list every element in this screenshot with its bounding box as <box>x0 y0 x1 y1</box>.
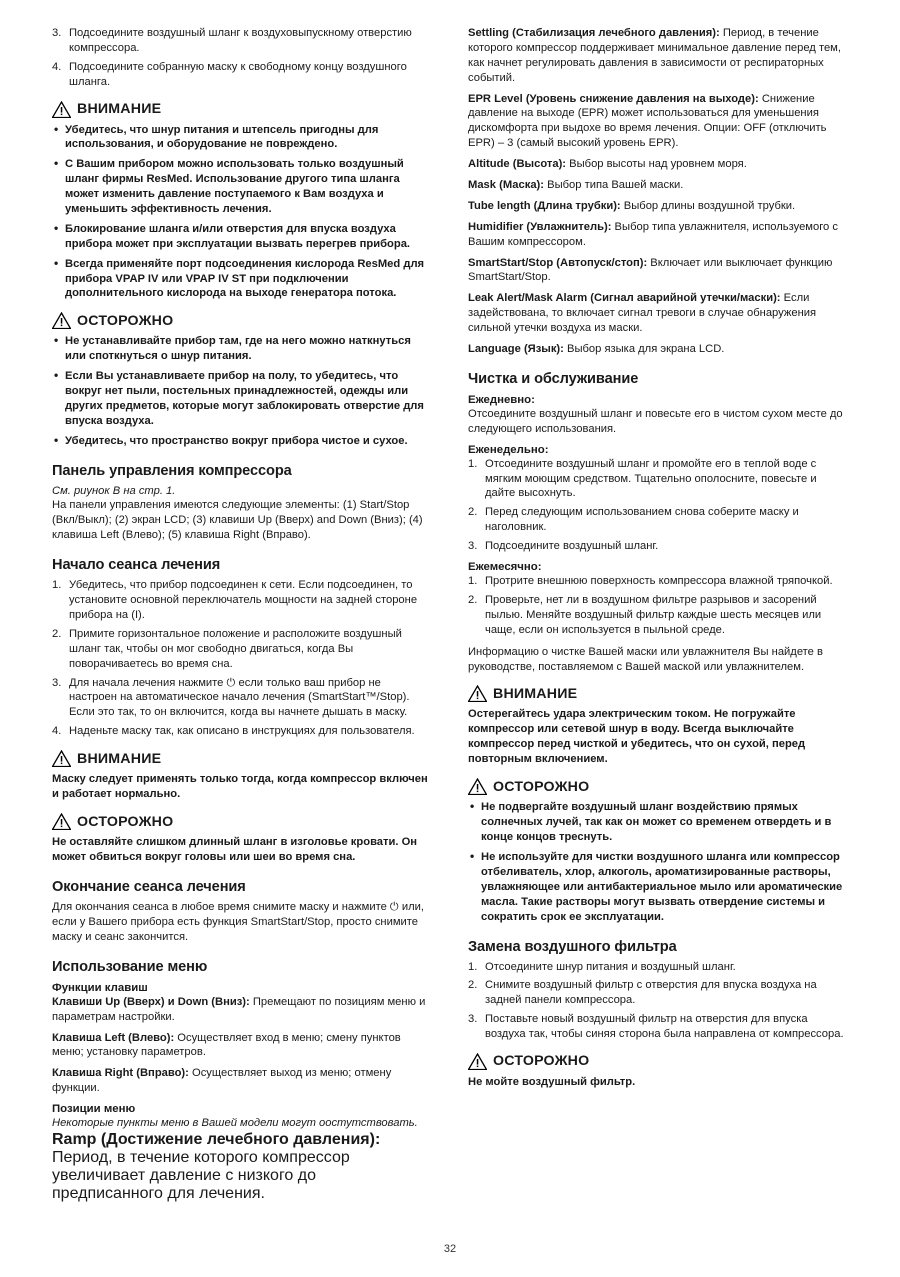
section-title-start-therapy: Начало сеанса лечения <box>52 557 221 574</box>
list-item <box>468 978 846 1008</box>
menu-setting-definitions <box>468 26 846 357</box>
list-text: Отсоедините воздушный шланг и промойте его в теплой воде с мягким моющим средством. Тщательно ополосните, повесьте и дайте высохнуть. <box>485 457 817 500</box>
definition-text: Включает или выключает функцию SmartStart/Stop. <box>468 256 833 284</box>
list-item <box>468 505 846 535</box>
list-number: 3. <box>52 676 62 689</box>
definition-term: Language (Язык): <box>468 343 564 356</box>
warning-label: ВНИМАНИЕ <box>77 750 162 767</box>
list-item: • Блокирование шланга и/или отверстия для впуска воздуха прибора может при эксплуатации вызвать перегрев прибора. <box>52 222 430 252</box>
definition-text: Премещают по позициям меню и параметрам настройки. <box>52 995 426 1023</box>
subheading-menu-positions: Позиции меню <box>52 1103 136 1116</box>
key-function-definitions <box>52 995 430 1096</box>
list-number: 4. <box>52 725 62 738</box>
list-text: Поставьте новый воздушный фильтр на отверстия для впуска воздуха так, чтобы синяя сторона была направлена от компрессора. <box>485 1013 844 1041</box>
definition-text: Выбор языка для экрана LCD. <box>563 343 725 356</box>
list-item: • Всегда применяйте порт подсоединения кислорода ResMed для прибора VPAP IV или VPAP IV ST при подключении дополнительного кислорода на выходе генератора потока. <box>52 257 430 302</box>
warning-triangle-icon <box>52 101 71 118</box>
list-text: Подсоедините собранную маску к свободному концу воздушного шланга. <box>69 60 407 88</box>
definition-text: Осуществляет вход в меню; смену пунктов меню; установку параметров. <box>52 1031 401 1059</box>
list-item <box>52 26 430 56</box>
list-item <box>52 627 430 672</box>
warning-heading-1 <box>52 101 430 118</box>
definition-item <box>468 256 846 286</box>
list-number: 1. <box>52 579 62 592</box>
list-text: Для начала лечения нажмите ⏻ если только ваш прибор не настроен на автоматическое начало лечения (SmartStart™/Stop). Если это так, то он включится, когда вы начнете дышать в маску. <box>69 676 410 719</box>
section-title-menu-usage: Использование меню <box>52 958 208 975</box>
definition-text: Выбор типа увлажнителя, используемого с Вашим компрессором. <box>468 220 838 248</box>
definition-text: Период, в течение которого компрессор поддерживает минимальное давление перед тем, как начнет регулировать давления в зависимости от респираторных событий. <box>468 27 841 84</box>
caution-label: ОСТОРОЖНО <box>493 1053 590 1070</box>
definition-item <box>52 1066 430 1096</box>
caution-label: ОСТОРОЖНО <box>493 778 590 795</box>
definition-item-ramp <box>52 1131 430 1203</box>
definition-item <box>468 199 846 214</box>
list-text: Перед следующим использованием снова соберите маску и наголовник. <box>485 506 799 534</box>
list-text: Отсоедините шнур питания и воздушный шланг. <box>485 960 736 973</box>
caution-heading-3 <box>468 778 846 795</box>
definition-term: Клавиша Right (Вправо): <box>52 1067 189 1080</box>
list-item: • Убедитесь, что шнур питания и штепсель пригодны для использования, и оборудование не повреждено. <box>52 123 430 153</box>
list-number: 2. <box>468 593 478 606</box>
list-item: • Не используйте для чистки воздушного шланга или компрессор отбеливатель, хлор, алкоголь, ароматизированные растворы, увлажняющее или антибактериальное мыло или ароматические масла. Такие растворы могут вызвать отвердение системы и сократить срок ее эксплуатации. <box>468 850 846 924</box>
list-number: 3. <box>468 1013 478 1026</box>
section-title-end-therapy: Окончание сеанса лечения <box>52 879 246 896</box>
definition-term: EPR Level (Уровень снижение давления на выходе): <box>468 92 759 105</box>
definition-item <box>468 220 846 250</box>
two-column-layout <box>52 26 848 1203</box>
caution-heading-1 <box>52 312 430 329</box>
definition-item <box>52 995 430 1025</box>
caution-label: ОСТОРОЖНО <box>77 813 174 830</box>
definition-item <box>468 342 846 357</box>
page-number: 32 <box>443 1243 457 1255</box>
list-text: Подсоедините воздушный шланг. <box>485 540 659 553</box>
caution-text-2: Не оставляйте слишком длинный шланг в изголовье кровати. Он может обвиться вокруг головы или шеи во время сна. <box>52 836 418 864</box>
subheading-key-functions: Функции клавиш <box>52 981 148 994</box>
definition-term: Tube length (Длина трубки): <box>468 199 621 212</box>
list-number: 1. <box>468 457 478 470</box>
warning-heading-3 <box>468 685 846 702</box>
warning-heading-2 <box>52 750 430 767</box>
list-item <box>468 1012 846 1042</box>
list-item: • Убедитесь, что пространство вокруг прибора чистое и сухое. <box>52 434 430 449</box>
list-item: • Не подвергайте воздушный шланг воздействию прямых солнечных лучей, так как он может со временем отвердеть и в конце концов треснуть. <box>468 800 846 845</box>
caution-heading-4 <box>468 1053 846 1070</box>
caution-list-1 <box>52 334 430 448</box>
warning-triangle-icon <box>52 312 71 329</box>
warning-triangle-icon <box>468 1053 487 1070</box>
list-text: Примите горизонтальное положение и расположите воздушный шланг так, чтобы он мог свободно двигаться, когда Вы поворачиваетесь во время сна. <box>69 627 402 670</box>
definition-term: Settling (Стабилизация лечебного давления): <box>468 27 720 39</box>
definition-term: SmartStart/Stop (Автопуск/стоп): <box>468 256 648 269</box>
definition-item <box>468 157 846 172</box>
list-text: Проверьте, нет ли в воздушном фильтре разрывов и засорений пылью. Меняйте воздушный фильтр каждые шесть месяцев или чаще, если он используется в пыльной среде. <box>485 593 822 636</box>
list-item: • С Вашим прибором можно использовать только воздушный шланг фирмы ResMed. Использование другого типа шланга может изменить давление поступаемого к Вам воздуха и уменьшить эффективность лечения. <box>52 157 430 217</box>
list-number: 3. <box>52 27 62 39</box>
setup-steps-list <box>52 26 430 90</box>
warning-triangle-icon <box>468 685 487 702</box>
caution-list-3 <box>468 800 846 924</box>
list-text: Протрите внешнюю поверхность компрессора влажной тряпочкой. <box>485 575 833 588</box>
list-text: Подсоедините воздушный шланг к воздуховыпускному отверстию компрессора. <box>69 27 412 54</box>
weekly-cleaning-steps <box>468 457 846 554</box>
warning-triangle-icon <box>52 750 71 767</box>
definition-text: Снижение давление на выходе (EPR) может использоваться для уменьшения дискомфорта при выдохе во время лечения. Опции: OFF (отключить EPR) – 3 (самый высокий уровень EPR). <box>468 92 827 150</box>
subheading-monthly: Ежемесячно: <box>468 561 542 574</box>
list-number: 3. <box>468 540 478 553</box>
warning-label: ВНИМАНИЕ <box>493 685 578 702</box>
menu-positions-note: Некоторые пункты меню в Вашей модели могут оостутствовать. <box>52 1117 418 1130</box>
list-item <box>52 578 430 623</box>
definition-text: Период, в течение которого компрессор увеличивает давление с низкого до предписанного для лечения. <box>52 1148 350 1202</box>
definition-term: Altitude (Высота): <box>468 158 567 171</box>
control-panel-description: На панели управления имеются следующие элементы: (1) Start/Stop (Вкл/Выкл); (2) экран LCD; (3) клавиши Up (Вверх) and Down (Вниз); (4) клавиша Left (Влево); (5) клавиша Right (Вправо). <box>52 499 423 542</box>
definition-item <box>468 291 846 336</box>
list-item <box>52 724 430 739</box>
definition-text: Выбор длины воздушной трубки. <box>620 199 796 212</box>
warning-triangle-icon <box>468 778 487 795</box>
definition-item <box>52 1031 430 1061</box>
definition-term: Клавиши Up (Вверх) и Down (Вниз): <box>52 995 250 1008</box>
subheading-daily: Ежедневно: <box>468 393 535 406</box>
list-number: 4. <box>52 60 62 73</box>
definition-item <box>468 26 846 86</box>
left-column <box>52 26 430 1203</box>
section-title-cleaning: Чистка и обслуживание <box>468 370 639 387</box>
definition-text: Если задействована, то включает сигнал тревоги в случае обнаружения сильной утечки воздуха из маски. <box>468 292 817 335</box>
list-number: 1. <box>468 575 478 588</box>
definition-term: Leak Alert/Mask Alarm (Сигнал аварийной утечки/маски): <box>468 292 781 305</box>
section-title-filter-replacement: Замена воздушного фильтра <box>468 938 677 955</box>
list-item <box>468 593 846 638</box>
definition-text: Осуществляет выход из меню; отмену функции. <box>52 1067 392 1095</box>
caution-text-final: Не мойте воздушный фильтр. <box>468 1075 636 1088</box>
caution-heading-2 <box>52 813 430 830</box>
warning-text-2: Маску следует применять только тогда, когда компрессор включен и работает нормально. <box>52 773 428 801</box>
warning-triangle-icon <box>52 813 71 830</box>
section-title-control-panel: Панель управления компрессора <box>52 462 292 479</box>
definition-term: Клавиша Left (Влево): <box>52 1031 175 1044</box>
daily-cleaning-text: Отсоедините воздушный шланг и повесьте его в чистом сухом месте до следующего использования. <box>468 407 843 435</box>
end-therapy-text: Для окончания сеанса в любое время снимите маску и нажмите ⏻ или, если у Вашего прибора есть функция SmartStart/Stop, просто снимите маску и сеанс закончится. <box>52 901 424 943</box>
warning-text-3: Остерегайтесь удара электрическим током. Не погружайте компрессор или сетевой шнур в воду. Всегда выключайте компрессор перед чисткой и убедитесь, что он сухой, перед повторным включением. <box>468 708 806 766</box>
list-item <box>468 539 846 554</box>
list-item <box>468 457 846 502</box>
list-item <box>468 960 846 975</box>
monthly-cleaning-steps <box>468 574 846 638</box>
list-text: Наденьте маску так, как описано в инструкциях для пользователя. <box>69 725 415 738</box>
definition-item <box>468 92 846 152</box>
caution-label: ОСТОРОЖНО <box>77 312 174 329</box>
filter-replacement-steps <box>468 960 846 1042</box>
list-text: Снимите воздушный фильтр с отверстия для впуска воздуха на задней панели компрессора. <box>485 979 817 1007</box>
warning-list-1 <box>52 123 430 302</box>
definition-text: Выбор типа Вашей маски. <box>544 179 684 192</box>
list-item <box>468 574 846 589</box>
definition-text: Выбор высоты над уровнем моря. <box>566 158 747 171</box>
definition-term: Mask (Маска): <box>468 179 544 192</box>
start-therapy-steps <box>52 578 430 739</box>
list-item: • Если Вы устанавливаете прибор на полу, то убедитесь, что вокруг нет пыли, постельных принадлежностей, одежды или других предметов, которые могут заблокировать отверстие для впуска воздуха. <box>52 369 430 429</box>
right-column <box>468 26 846 1097</box>
list-text: Убедитесь, что прибор подсоединен к сети. Если подсоединен, то установите основной переключатель мощности на задней стороне прибора на (I). <box>69 579 418 621</box>
subheading-weekly: Еженедельно: <box>468 443 549 456</box>
list-item <box>52 676 430 721</box>
list-item <box>52 60 430 90</box>
list-item: • Не устанавливайте прибор там, где на него можно наткнуться или споткнуться о шнур питания. <box>52 334 430 364</box>
definition-item <box>468 178 846 193</box>
list-number: 2. <box>468 979 478 992</box>
definition-term: Ramp (Достижение лечебного давления): <box>52 1130 381 1148</box>
cleaning-footer-text: Информацию о чистке Вашей маски или увлажнителя Вы найдете в руководстве, поставляемом с Вашей маской или увлажнителем. <box>468 645 823 673</box>
definition-term: Humidifier (Увлажнитель): <box>468 220 612 233</box>
figure-reference-note: См. риунок B на стр. 1. <box>52 484 176 497</box>
list-number: 2. <box>52 627 62 640</box>
warning-label: ВНИМАНИЕ <box>77 101 162 118</box>
list-number: 2. <box>468 506 478 519</box>
list-number: 1. <box>468 960 478 973</box>
